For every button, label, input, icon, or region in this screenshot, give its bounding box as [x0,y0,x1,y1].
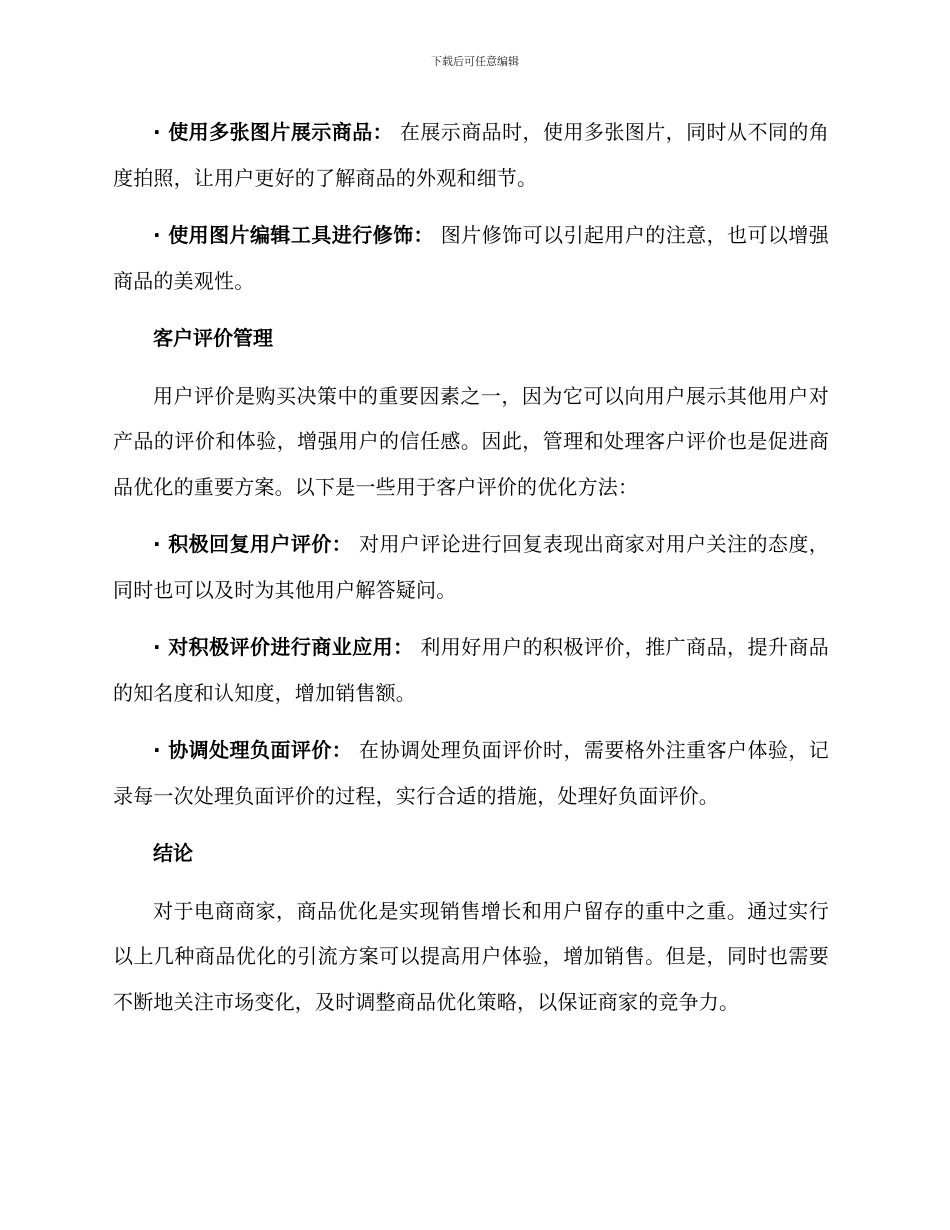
bullet-text: 在协调处理负面评价时，需要格外注重客户体验，记录每一次处理负面评价的过程，实行合适的措施，处理好负面评价。 [113,738,829,808]
bullet-multiple-images [113,110,829,201]
bullet-reply-reviews [113,522,829,613]
bullet-negative-reviews [113,728,829,819]
bullet-lead: · 使用图片编辑工具进行修饰： [153,223,434,247]
bullet-text: 在展示商品时，使用多张图片，同时从不同的角度拍照，让用户更好的了解商品的外观和细节。 [113,120,829,190]
bullet-image-editing [113,213,829,304]
bullet-commercial-use [113,625,829,716]
bullet-lead: · 协调处理负面评价： [153,738,353,762]
paragraph-reviews-intro: 用户评价是购买决策中的重要因素之一，因为它可以向用户展示其他用户对产品的评价和体验，增强用户的信任感。因此，管理和处理客户评价也是促进商品优化的重要方案。以下是一些用于客户评价的优化方法： [113,383,829,499]
page-header: 下载后可任意编辑 [431,55,519,68]
bullet-lead: · 积极回复用户评价： [153,532,353,556]
paragraph-conclusion: 对于电商商家，商品优化是实现销售增长和用户留存的重中之重。通过实行以上几种商品优化的引流方案可以提高用户体验，增加销售。但是，同时也需要不断地关注市场变化，及时调整商品优化策略，以保证商家的竞争力。 [113,898,829,1014]
bullet-text: 图片修饰可以引起用户的注意，也可以增强商品的美观性。 [113,223,830,293]
section-heading-conclusion: 结论 [153,841,193,865]
bullet-text: 对用户评论进行回复表现出商家对用户关注的态度，同时也可以及时为其他用户解答疑问。 [113,532,829,602]
bullet-lead: · 使用多张图片展示商品： [153,120,394,144]
bullet-text: 利用好用户的积极评价，推广商品，提升商品的知名度和认知度，增加销售额。 [113,635,829,705]
bullet-lead: · 对积极评价进行商业应用： [153,635,414,659]
document-body [113,110,829,1037]
section-heading-reviews: 客户评价管理 [153,326,273,350]
